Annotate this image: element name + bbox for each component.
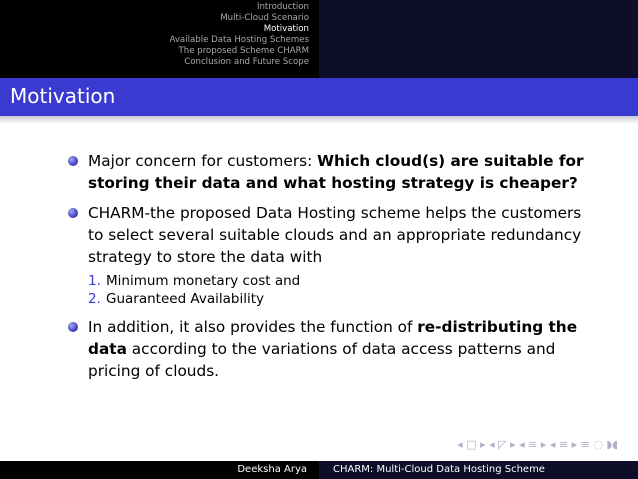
bullet-redistribution-prefix: In addition, it also provides the function of	[88, 318, 418, 336]
section-list	[0, 2, 309, 68]
frame-title-bar	[0, 78, 638, 116]
charm-goal-number: 2.	[88, 291, 101, 307]
section-navigation-band-right	[319, 0, 638, 78]
footer-title-box	[319, 461, 638, 479]
bullet-ball-icon	[68, 208, 78, 218]
footer-author-box	[0, 461, 319, 479]
bullet-charm-text: CHARM-the proposed Data Hosting scheme helps the customers to select several suitable clouds and an appropriate redundancy strategy to store the data with	[88, 204, 582, 266]
section-link-conclusion[interactable]: Conclusion and Future Scope	[184, 57, 309, 67]
charm-goal-list	[88, 272, 588, 308]
bullet-ball-icon	[68, 156, 78, 166]
bullet-concern-question: Which cloud(s) are suitable for storing their data and what hosting strategy is cheaper?	[88, 152, 584, 192]
section-link-introduction[interactable]: Introduction	[256, 2, 309, 12]
bullet-item-charm	[88, 202, 588, 308]
section-link-motivation[interactable]: Motivation	[263, 24, 309, 34]
section-navigation-band	[0, 0, 638, 78]
charm-goal-text: Minimum monetary cost and	[106, 273, 301, 289]
slide-footer	[0, 461, 638, 479]
bullet-item-redistribution	[88, 316, 588, 382]
frame-title: Motivation	[10, 84, 116, 108]
charm-goal-item	[88, 290, 588, 308]
section-link-proposed-scheme[interactable]: The proposed Scheme CHARM	[178, 46, 309, 56]
charm-goal-number: 1.	[88, 273, 101, 289]
bullet-item-concern	[88, 150, 588, 194]
charm-goal-item	[88, 272, 588, 290]
slide-content	[88, 150, 588, 390]
bullet-redistribution-suffix: according to the variations of data access patterns and pricing of clouds.	[88, 340, 556, 380]
title-bar-shadow	[0, 116, 638, 124]
footer-short-title: CHARM: Multi-Cloud Data Hosting Scheme	[333, 464, 545, 475]
footer-author: Deeksha Arya	[237, 464, 307, 475]
section-link-multi-cloud-scenario[interactable]: Multi-Cloud Scenario	[220, 13, 309, 23]
beamer-navigation-icons[interactable]: ◂ □ ▸ ◂ ◸ ▸ ◂ ≡ ▸ ◂ ≡ ▸ ≡ ◌ ◗◖	[457, 438, 618, 451]
bullet-ball-icon	[68, 322, 78, 332]
charm-goal-text: Guaranteed Availability	[106, 291, 265, 307]
bullet-redistribution-bold: re-distributing the data	[88, 318, 578, 358]
bullet-concern-prefix: Major concern for customers:	[88, 152, 318, 170]
section-link-available-schemes[interactable]: Available Data Hosting Schemes	[169, 35, 309, 45]
